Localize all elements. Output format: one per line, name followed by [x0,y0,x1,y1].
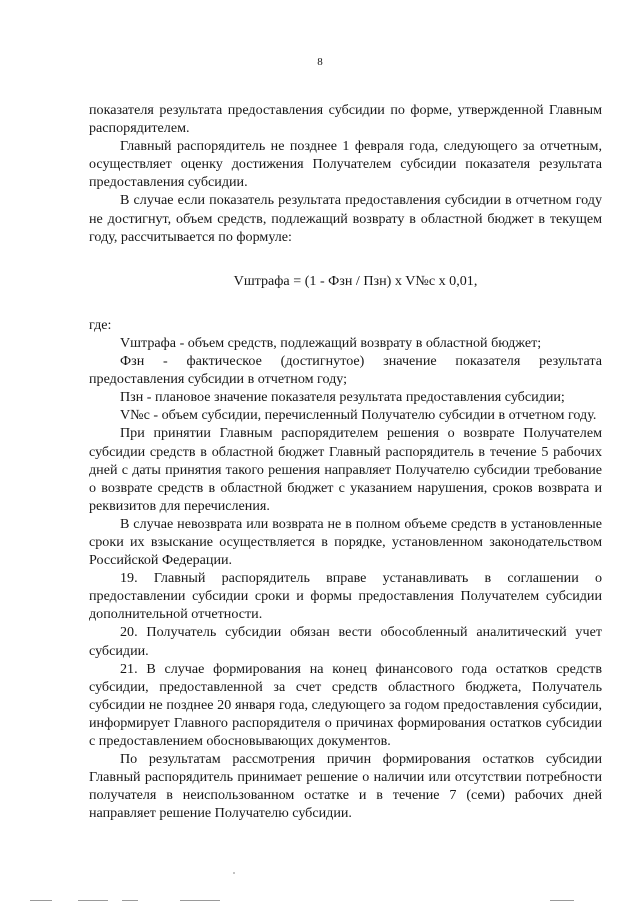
document-body [89,101,602,822]
scan-mark [78,900,108,901]
formula-where-label: где: [89,316,112,333]
scan-dust-mark [233,872,235,874]
definition-v-penalty: Vштрафа - объем средств, подлежащий возврату в областной бюджет; [120,334,542,351]
definition-pzn: Пзн - плановое значение показателя результата предоставления субсидии; [120,389,565,406]
paragraph-non-return: В случае невозврата или возврата не в полном объеме средств в установленные сроки их взыскание осуществляется в порядке, установленном законодательством Российской Федерации. [89,515,602,569]
clause-20: 20. Получатель субсидии обязан вести обособленный аналитический учет субсидии. [89,624,602,659]
scan-mark [30,900,52,901]
scan-mark [550,900,574,901]
definition-v-subsidy: V№c - объем субсидии, перечисленный Получателю субсидии в отчетном году. [120,407,597,424]
definition-fzn: Фзн - фактическое (достигнутое) значение показателя результата предоставления субсидии в отчетном году; [89,353,602,388]
scan-mark [180,900,220,901]
penalty-formula: Vштрафа = (1 - Фзн / Пзн) x V№c x 0,01, [233,272,478,289]
clause-19: 19. Главный распорядитель вправе устанавливать в соглашении о предоставлении субсидии сроки и формы предоставления Получателем субсидии дополнительной отчетности. [89,570,602,623]
paragraph-residual-decision: По результатам рассмотрения причин формирования остатков субсидии Главный распорядитель принимает решение о наличии или отсутствии потребности получателя в неиспользованном остатке и в течение 7 (семи) рабочих дней направляет решение Получателю субсидии. [89,751,602,822]
page-number: 8 [317,56,323,68]
paragraph-formula-intro: В случае если показатель результата предоставления субсидии в отчетном году не достигнут, объем средств, подлежащий возврату в областной бюджет в текущем году, рассчитывается по формуле: [89,192,602,245]
paragraph-return-decision: При принятии Главным распорядителем решения о возврате Получателем субсидии средств в областной бюджет Главный распорядитель в течение 5 рабочих дней с даты принятия такого решения направляет Получателю субсидии требование о возврате средств в областной бюджет с указанием нарушения, сроков возврата и реквизитов для перечисления. [89,425,602,514]
clause-21: 21. В случае формирования на конец финансового года остатков средств субсидии, предоставленной за счет средств областного бюджета, Получатель субсидии не позднее 20 января года, следующего за годом предоставления субсидии, информирует Главного распорядителя о причинах формирования остатков субсидии с предоставлением обосновывающих документов. [89,660,602,749]
scan-edge-marks [30,900,610,902]
paragraph-evaluation: Главный распорядитель не позднее 1 февраля года, следующего за отчетным, осуществляет оценку достижения Получателем субсидии показателя результата предоставления субсидии. [89,138,602,191]
paragraph-continuation: показателя результата предоставления субсидии по форме, утвержденной Главным распорядителем. [89,102,602,137]
scan-mark [122,900,138,901]
